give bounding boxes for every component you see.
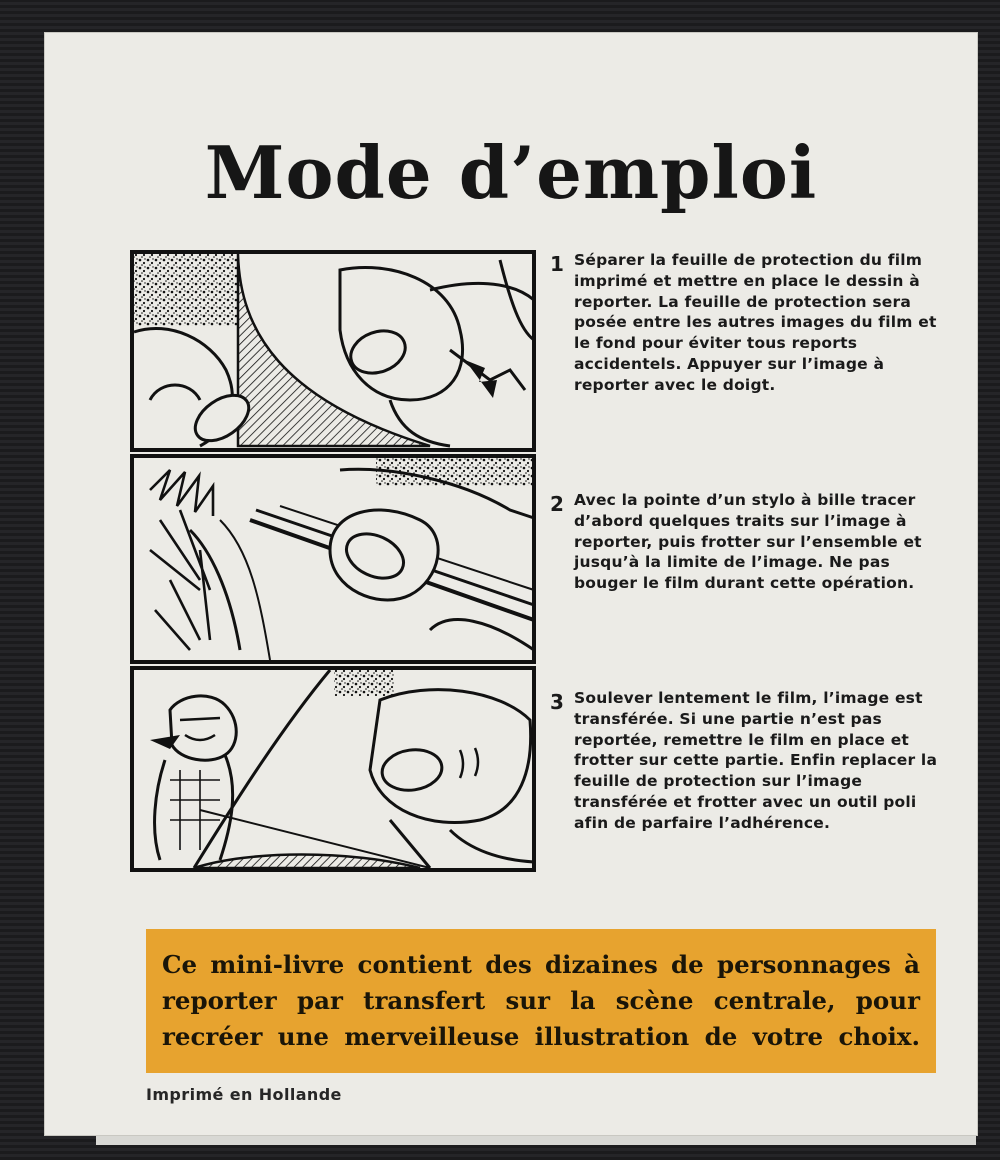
step-text: Séparer la feuille de protection du film imprimé et mettre en place le dessin à reporter. La feuille de protection sera posée entre les autres images du film et le fond pour éviter tous reports accidentels. Appuyer sur l’image à reporter avec le doigt. xyxy=(574,251,937,394)
comic-panel-1 xyxy=(132,252,534,450)
step-text: Avec la pointe d’un stylo à bille tracer d’abord quelques traits sur l’image à reporter, puis frotter sur l’ensemble et jusqu’à la limite de l’image. Ne pas bouger le film durant cette opération. xyxy=(574,491,922,593)
step-number: 3 xyxy=(550,690,564,714)
banner-text: Ce mini-livre contient des dizaines de personnages à reporter par transfert sur la scène centrale, pour recréer une merveilleuse illustration de votre choix. xyxy=(162,950,920,1051)
step-text: Soulever lentement le film, l’image est transférée. Si une partie n’est pas reportée, remettre le film en place et frotter sur cette partie. Enfin replacer la feuille de protection sur l’image transférée et frotter avec un outil poli afin de parfaire l’adhérence. xyxy=(574,689,938,832)
step-number: 2 xyxy=(550,492,564,516)
step-1 xyxy=(550,250,940,396)
page-title: Mode d’emploi xyxy=(204,130,818,215)
instruction-comic-strip xyxy=(130,250,536,872)
info-banner xyxy=(146,929,936,1073)
instruction-page xyxy=(44,32,978,1136)
step-number: 1 xyxy=(550,252,564,276)
step-2 xyxy=(550,490,940,594)
comic-panel-3 xyxy=(132,668,534,870)
step-3 xyxy=(550,688,940,834)
comic-panel-2 xyxy=(132,456,534,662)
printed-in-label: Imprimé en Hollande xyxy=(146,1085,342,1104)
